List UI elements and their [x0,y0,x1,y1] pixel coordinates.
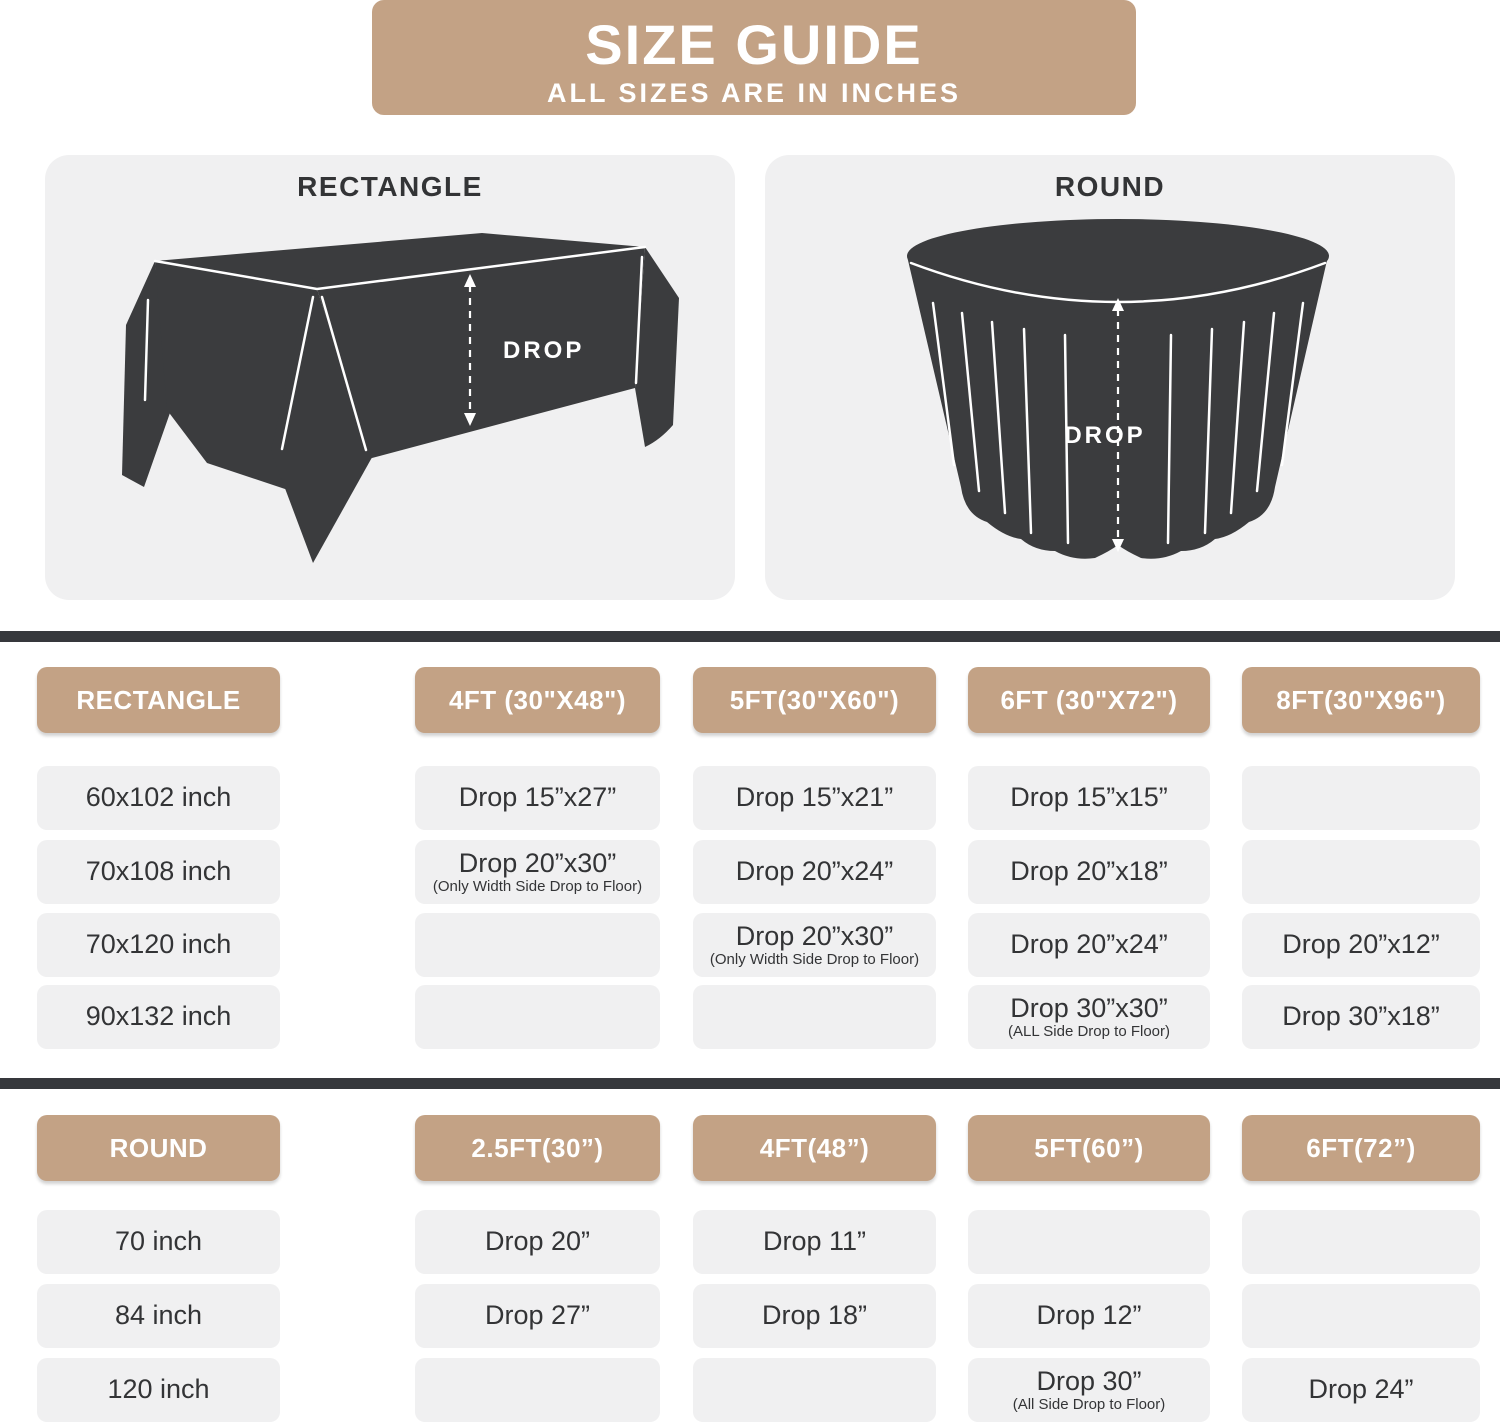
table-cell [415,1284,660,1348]
row-label-cell [37,840,280,904]
table-cell [693,1210,936,1274]
rectangle-table-header-row [37,667,1480,733]
rectangle-table-row [37,766,1480,830]
cell-value: Drop 20” [484,1226,591,1257]
row-label: 90x132 inch [85,1001,232,1032]
header-label: 2.5FT(30”) [471,1132,604,1163]
round-table-row [37,1210,1480,1274]
section-divider [0,1078,1500,1089]
round-table-header-cell [37,1115,280,1181]
rectangle-table-row [37,913,1480,977]
cell-value: Drop 27” [484,1300,591,1331]
header-label: 6FT(72”) [1306,1132,1416,1163]
header-label: 5FT(60”) [1034,1132,1144,1163]
rectangle-diagram-panel [45,155,735,600]
table-cell-empty [1242,840,1480,904]
table-cell [968,913,1210,977]
cell-value: Drop 30”x30” [1010,992,1168,1023]
rectangle-table-header-cell [1242,667,1480,733]
header-label: RECTANGLE [76,684,241,715]
table-cell-empty [693,1358,936,1422]
row-label-cell [37,1284,280,1348]
cell-value: Drop 11” [762,1226,867,1257]
rectangle-table-row [37,840,1480,904]
cell-value: Drop 15”x21” [735,782,894,813]
cell-note: (All Side Drop to Floor) [1012,1395,1166,1413]
cell-note: (Only Width Side Drop to Floor) [709,950,920,968]
table-cell-empty [693,985,936,1049]
rectangle-table-header-cell [693,667,936,733]
rectangle-table-header-cell [37,667,280,733]
row-label: 84 inch [114,1300,203,1331]
row-label: 120 inch [107,1374,210,1405]
table-cell-empty [415,985,660,1049]
table-cell [968,766,1210,830]
cell-note: (Only Width Side Drop to Floor) [432,877,643,895]
cell-value: Drop 15”x27” [458,782,617,813]
table-cell [968,1284,1210,1348]
table-cell-empty [1242,1284,1480,1348]
table-cell [415,766,660,830]
cell-value: Drop 24” [1308,1374,1414,1405]
table-cell-empty [1242,1210,1480,1274]
cell-value: Drop 20”x18” [1010,856,1168,887]
cell-value: Drop 20”x24” [735,856,894,887]
table-cell-empty [1242,766,1480,830]
rectangle-drop-label: DROP [503,337,585,364]
round-table-header-cell [1242,1115,1480,1181]
header-label: 6FT (30"X72") [1000,684,1178,715]
row-label-cell [37,1358,280,1422]
header-label: 5FT(30"X60") [729,684,900,715]
round-table-header-row [37,1115,1480,1181]
table-cell [693,840,936,904]
table-cell-empty [415,913,660,977]
table-cell [968,840,1210,904]
rectangle-tablecloth-illustration [45,155,735,600]
cell-value: Drop 20”x30” [735,920,894,951]
table-cell-empty [415,1358,660,1422]
page-title: SIZE GUIDE [585,13,923,76]
round-diagram-panel [765,155,1455,600]
round-table-header-cell [415,1115,660,1181]
round-table-header-cell [968,1115,1210,1181]
round-table-row [37,1358,1480,1422]
header-label: ROUND [109,1132,208,1163]
table-cell [693,1284,936,1348]
cell-value: Drop 12” [1036,1300,1142,1331]
row-label: 70x120 inch [85,929,232,960]
round-drop-label: DROP [1064,422,1146,449]
round-tablecloth-illustration [765,155,1455,600]
round-table-row [37,1284,1480,1348]
cell-value: Drop 18” [761,1300,868,1331]
table-cell [415,840,660,904]
cell-note: (ALL Side Drop to Floor) [1007,1022,1170,1040]
rectangle-diagram-title: RECTANGLE [297,171,483,202]
rectangle-table-row [37,985,1480,1049]
row-label: 70x108 inch [85,856,232,887]
table-cell-empty [968,1210,1210,1274]
round-table-header-cell [693,1115,936,1181]
table-cell [968,985,1210,1049]
rectangle-table-header-cell [415,667,660,733]
rectangle-table-header-cell [968,667,1210,733]
cell-value: Drop 20”x12” [1282,929,1440,960]
row-label-cell [37,985,280,1049]
row-label-cell [37,766,280,830]
cell-value: Drop 15”x15” [1010,782,1168,813]
round-diagram-title: ROUND [1054,171,1166,202]
header-label: 4FT (30"X48") [448,684,627,715]
cell-value: Drop 20”x24” [1010,929,1168,960]
table-cell [1242,1358,1480,1422]
table-cell [693,913,936,977]
row-label-cell [37,1210,280,1274]
table-cell [1242,985,1480,1049]
cell-value: Drop 20”x30” [458,847,617,878]
row-label-cell [37,913,280,977]
table-cell [968,1358,1210,1422]
row-label: 70 inch [114,1226,203,1257]
header-bar [372,0,1136,115]
row-label: 60x102 inch [85,782,232,813]
table-cell [415,1210,660,1274]
header-label: 4FT(48”) [759,1132,870,1163]
cell-value: Drop 30” [1036,1365,1142,1396]
section-divider [0,631,1500,642]
page-subtitle: ALL SIZES ARE IN INCHES [546,78,962,108]
table-cell [1242,913,1480,977]
cell-value: Drop 30”x18” [1282,1001,1440,1032]
header-label: 8FT(30"X96") [1276,684,1446,715]
table-cell [693,766,936,830]
